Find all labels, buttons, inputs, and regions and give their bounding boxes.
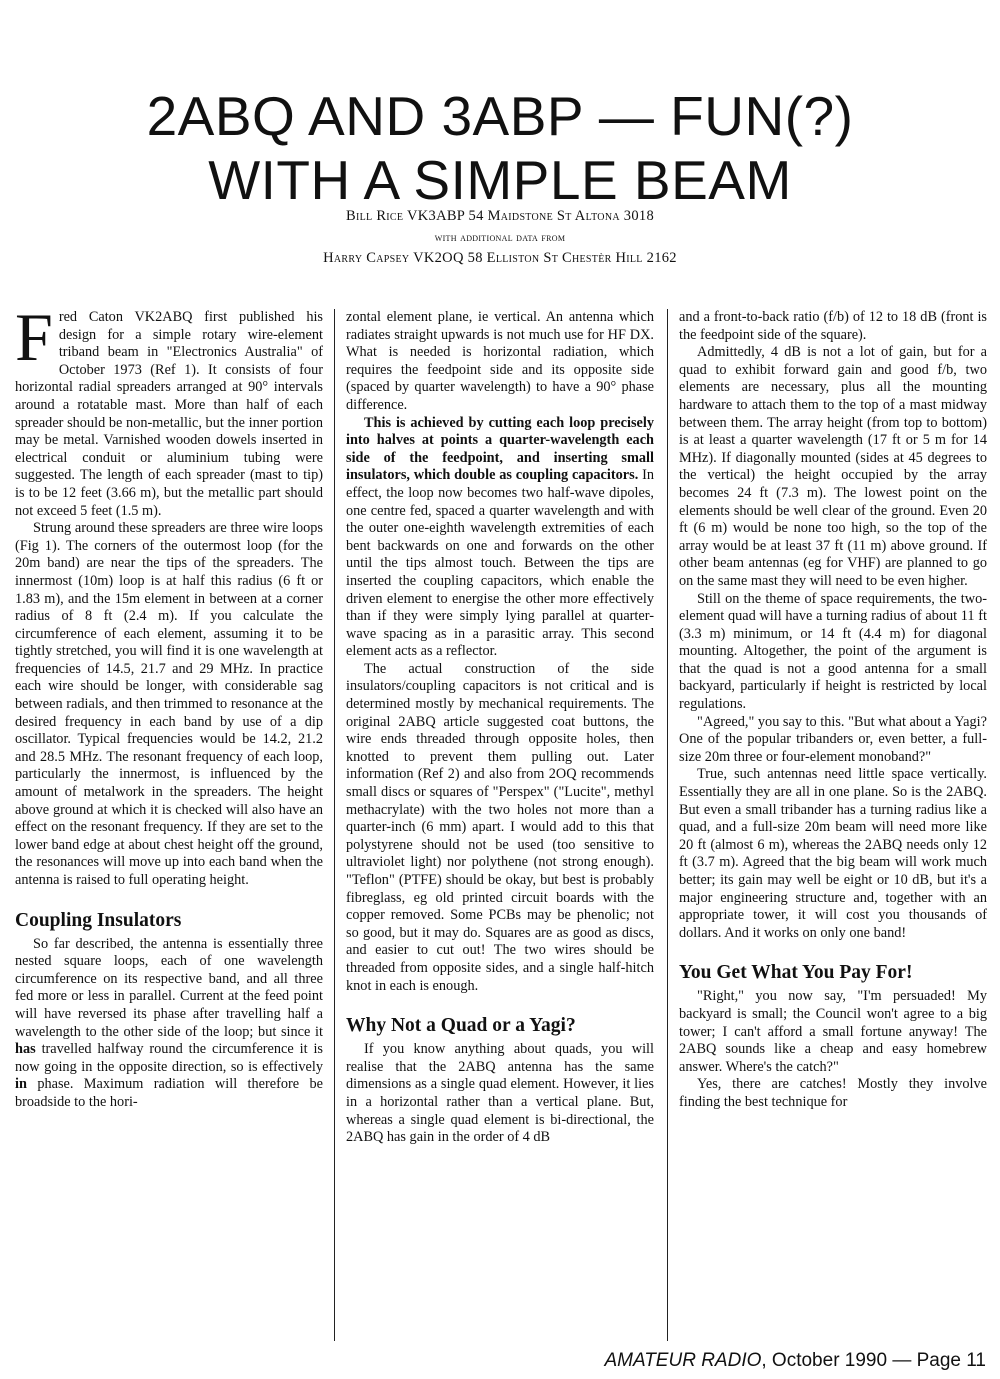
column-2 xyxy=(346,309,654,1147)
section-heading-coupling-insulators: Coupling Insulators xyxy=(15,909,182,931)
paragraph: If you know anything about quads, you will realise that the 2ABQ antenna has the same dimensions as a single quad element. However, it lies in a horizontal rather than a vertical plane. But, whereas a single quad element is bi-directional, the 2ABQ has gain in the order of 4 dB xyxy=(346,1041,654,1146)
paragraph: This is achieved by cutting each loop precisely into halves at points a quarter-wavelength each side of the feedpoint, and inserting small insulators, which double as coupling capacitors. In effect, the loop now becomes two half-wave dipoles, one centre fed, spaced a quarter wavelength and with the outer one-eighth wavelength extremities of each bent backwards on one and forwards on the other until the tips almost touch. Between the tips are inserted the coupling capacitors, which enable the driven element to energise the other more effectively than if they were simply lying parallel at quarter-wave spacing as in a parasitic array. This second element acts as a reflector. xyxy=(346,414,654,660)
paragraph: Strung around these spreaders are three wire loops (Fig 1). The corners of the outermost loop (for the 20m band) are near the tips of the spreaders. The innermost (10m) loop is at half this radius (6 ft or 1.83 m), and the 15m element in between at a corner radius of 8 ft (2.4 m). If you calculate the circumference of each element, assuming it to be tightly stretched, you will find it is one wavelength at frequencies of 14.5, 21.7 and 29 MHz. In practice each wire should be longer, with considerable sag between radials, and then trimmed to resonance at the desired frequency in each band by use of a dip oscillator. Typical frequencies would be 14.2, 21.2 and 28.5 MHz. The resonant frequency of each loop, particularly the innermost, is influenced by the amount of metalwork in the spreaders. The height above ground at which it is checked will also have an effect on the resonant frequency. If they are set to the lower band edge at about chest height off the ground, the resonances will move up into each band when the antenna is raised to full operating height. xyxy=(15,520,323,888)
page-footer xyxy=(604,1349,986,1373)
paragraph: Yes, there are catches! Mostly they involve finding the best technique for xyxy=(679,1076,987,1110)
author-line: Bill Rice VK3ABP 54 Maidstone St Altona 3018 xyxy=(345,208,654,224)
paragraph: "Agreed," you say to this. "But what about a Yagi? One of the popular tribanders or, even better, a full-size 20m three or four-element monoband?" xyxy=(679,713,987,765)
paragraph: Fred Caton VK2ABQ first published his design for a simple rotary wire-element triband beam in "Electronics Australia" of October 1973 (Ref 1). It consists of four horizontal radial spreaders arranged at 90° intervals around a rotatable mast. More than half of each spreader should be non-metallic, but the inner portion may be metal. Varnished wooden dowels inserted in electrical conduit or aluminium tubing were suggested. The length of each spreader (mast to tip) is to be 12 feet (3.66 m), but the metallic part should not exceed 5 feet (1.5 m). xyxy=(15,299,323,519)
column-divider xyxy=(334,309,335,1341)
paragraph: Admittedly, 4 dB is not a lot of gain, but for a quad to exhibit forward gain and good f/b, two elements are necessary, plus all the mounting hardware to attach them to the top of a mast midway between them. The array height (from top to bottom) is at least a quarter wavelength (17 ft or 5 m for 14 MHz). If diagonally mounted (sides at 45 degrees to the vertical) the height occupied by the array becomes 24 ft (7.3 m). The lowest point on the elements should be well clear of the ground. Even 20 ft (6 m) would be none too high, so the top of the array would be at least 37 ft (11 m) above ground. If other beam antennas (eg for VHF) are planned to go on the same mast they will need to be even higher. xyxy=(679,344,987,589)
drop-cap: F xyxy=(15,299,53,375)
byline-sub: with additional data from xyxy=(434,230,566,244)
paragraph: zontal element plane, ie vertical. An antenna which radiates straight upwards is not much use for HF DX. What is needed is horizontal radiation, which requires the feedpoint side and its opposite side (spaced by quarter wavelength) to have a 90° phase difference. xyxy=(346,309,654,413)
paragraph: True, such antennas need little space vertically. Essentially they are all in one plane. So is the 2ABQ. But even a small tribander has a turning radius like a quad, and a full-size 20m beam will need more like 20 ft (almost 6 m), whereas the 2ABQ needs only 12 ft (3.7 m). Agreed that the big beam will work much better; its gain may well be eight or 10 dB, but it's a major engineering structure and, together with an appropriate tower, it will cost you thousands of dollars. And it works on only one band! xyxy=(679,766,987,941)
title-line-1: 2ABQ AND 3ABP — FUN(?) xyxy=(146,85,854,147)
paragraph: The actual construction of the side insulators/coupling capacitors is not critical and is determined mostly by mechanical requirements. The original 2ABQ article suggested coat buttons, the wire ends threaded through opposite holes, then knotted to prevent them pulling out. Later information (Ref 2) and also from 2OQ recommends small discs or squares of "Perspex" ("Lucite", methyl methacrylate) with the two holes not more than a quarter-inch (6 mm) apart. I would add to this that polystyrene should not be used (too sensitive to ultraviolet light) nor polythene (not strong enough). "Teflon" (PTFE) should be okay, but best is probably fibreglass, eg old printed circuit boards with the copper removed. Some PCBs may be phenolic; not so good, but it may do. Squares are as good as discs, and easier to cut out! The two wires should be threaded from opposite sides, and a single half-hitch knot in each is enough. xyxy=(346,660,654,994)
column-divider xyxy=(667,309,668,1341)
column-3 xyxy=(679,309,987,1112)
section-heading-you-get-what-you-pay-for: You Get What You Pay For! xyxy=(679,962,913,984)
title-line-2: WITH A SIMPLE BEAM xyxy=(208,149,792,211)
paragraph: Still on the theme of space requirements, the two-element quad will have a turning radius of about 11 ft (3.3 m) minimum, or 14 ft (4.4 m) for diagonal mounting. Altogether, the point of the argument is that the quad is not a good antenna for a small backyard, particularly if height is restricted by local regulations. xyxy=(679,590,987,713)
section-heading-why-not-quad: Why Not a Quad or a Yagi? xyxy=(346,1015,576,1037)
magazine-name: AMATEUR RADIO xyxy=(604,1350,762,1371)
issue-page: , October 1990 — Page 11 xyxy=(761,1350,986,1371)
paragraph: "Right," you now say, "I'm persuaded! My backyard is small; the Council won't agree to a big tower; I can't afford a small fortune anyway! The 2ABQ sounds like a cheap and easy homebrew answer. Where's the catch?" xyxy=(679,988,987,1075)
contributor-line: Harry Capsey VK2OQ 58 Elliston St Chestèr Hill 2162 xyxy=(323,250,677,266)
column-1 xyxy=(15,299,323,1112)
byline xyxy=(0,206,1000,269)
paragraph: and a front-to-back ratio (f/b) of 12 to 18 dB (front is the feedpoint side of the square). xyxy=(679,309,987,343)
article-title xyxy=(0,84,1000,212)
paragraph: So far described, the antenna is essentially three nested square loops, each of one wavelength circumference on its respective band, and all three fed more or less in parallel. Current at the feed point will have reversed its phase after travelling half a wavelength to the other side of the loop; but since it has travelled halfway round the circumference it is now going in the opposite direction, so is effectively in phase. Maximum radiation will therefore be broadside to the hori- xyxy=(15,935,323,1110)
